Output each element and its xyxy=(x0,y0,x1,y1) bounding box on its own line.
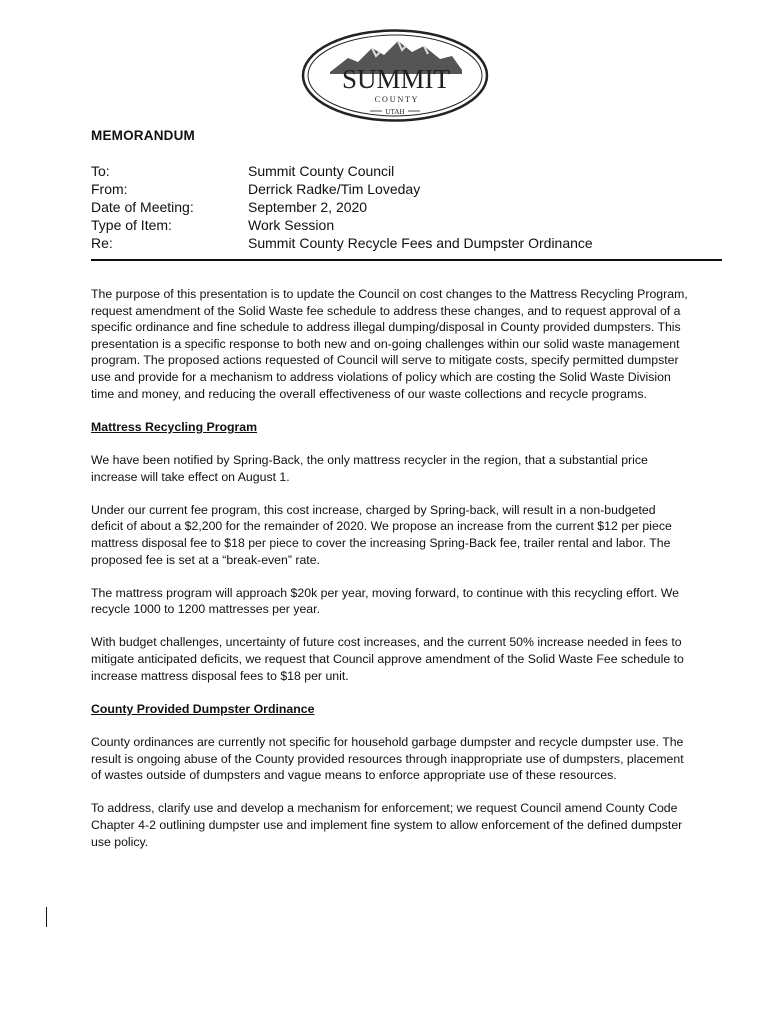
logo-sub: C O U N T Y xyxy=(374,95,418,104)
text-cursor xyxy=(46,907,47,927)
memo-header xyxy=(91,162,593,252)
paragraph: County ordinances are currently not specific for household garbage dumpster and recycle dumpster use. The result is ongoing abuse of the County provided resources through inappropriate use of dumpsters, placement of wastes outside of dumpsters and vague means to enforce appropriate use of these resources. xyxy=(91,735,684,783)
header-label: From: xyxy=(91,181,128,197)
section-heading-mattress: Mattress Recycling Program xyxy=(91,419,258,434)
section-heading-dumpster: County Provided Dumpster Ordinance xyxy=(91,701,315,716)
paragraph: Under our current fee program, this cost increase, charged by Spring-back, will result in a non-budgeted deficit of about a $2,200 for the remainder of 2020. We propose an increase from the current $12 per piece mattress disposal fee to $18 per piece to cover the increasing Spring-Back fee, trailer rental and labor. The proposed fee is set at a “break-even” rate. xyxy=(91,502,672,567)
header-label: To: xyxy=(91,163,110,179)
paragraph: The mattress program will approach $20k per year, moving forward, to continue with this recycling effort. We recycle 1000 to 1200 mattresses per year. xyxy=(91,585,680,617)
summit-county-logo xyxy=(300,28,490,123)
memo-body xyxy=(91,286,691,867)
header-row-from xyxy=(91,180,593,198)
logo-state: UTAH xyxy=(385,108,405,116)
header-label: Date of Meeting: xyxy=(91,199,194,215)
header-value: Summit County Recycle Fees and Dumpster Ordinance xyxy=(248,235,593,251)
header-row-re xyxy=(91,234,593,252)
header-value: Work Session xyxy=(248,217,335,233)
header-label: Re: xyxy=(91,235,113,251)
header-value: September 2, 2020 xyxy=(248,199,368,215)
header-row-type xyxy=(91,216,593,234)
header-value: Derrick Radke/Tim Loveday xyxy=(248,181,421,197)
paragraph: We have been notified by Spring-Back, the only mattress recycler in the region, that a substantial price increase will take effect on August 1. xyxy=(91,452,648,484)
intro-paragraph: The purpose of this presentation is to update the Council on cost changes to the Mattress Recycling Program, request amendment of the Solid Waste fee schedule to address these changes, and to request approval of a specific ordinance and fine schedule to address illegal dumping/disposal in County provided dumpsters. This presentation is a specific response to both new and on-going challenges within our solid waste management program. The proposed actions requested of Council will serve to mitigate costs, specify permitted dumpster use and provide for a mechanism to address violations of policy which are costing the Solid Waste Division time and money, and reducing the overall effectiveness of our waste collections and recycle programs. xyxy=(91,287,688,401)
header-value: Summit County Council xyxy=(248,163,395,179)
header-row-to xyxy=(91,162,593,180)
paragraph: With budget challenges, uncertainty of future cost increases, and the current 50% increase needed in fees to mitigate anticipated deficits, we request that Council approve amendment of the Solid Waste Fee schedule to increase mattress disposal fees to $18 per unit. xyxy=(91,635,684,683)
divider xyxy=(91,259,722,261)
logo-brand: SUMMIT xyxy=(341,64,451,94)
header-row-date xyxy=(91,198,593,216)
memo-title: MEMORANDUM xyxy=(91,128,195,143)
paragraph: To address, clarify use and develop a mechanism for enforcement; we request Council amend County Code Chapter 4-2 outlining dumpster use and implement fine system to allow enforcement of the defined dumpster use policy. xyxy=(91,801,683,849)
header-label: Type of Item: xyxy=(91,217,172,233)
